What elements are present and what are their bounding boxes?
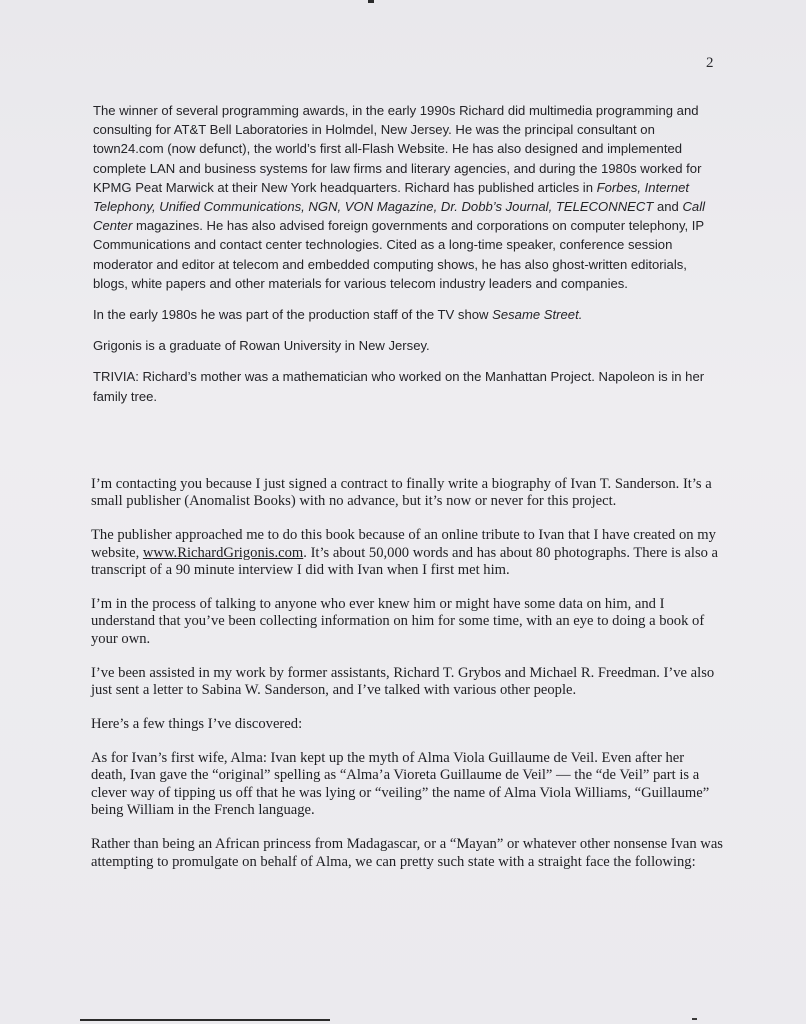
bottom-scan-mark: [692, 1018, 697, 1020]
text-run: and: [653, 199, 683, 215]
bio-paragraph-career: [93, 101, 721, 293]
letter-paragraph-discoveries: [91, 716, 723, 733]
biography-section: [93, 101, 721, 418]
bio-paragraph-sesame-street: [93, 305, 721, 324]
bio-paragraph-trivia: [93, 367, 721, 405]
italic-text: Sesame Street.: [492, 307, 583, 323]
bottom-scan-line: [80, 1019, 330, 1021]
italic-text: Forbes, Internet Telephony, Unified Communications, NGN, VON Magazine, Dr. Dobb’s Journal, TELECONNECT: [93, 179, 690, 215]
text-run: TRIVIA: Richard’s mother was a mathematician who worked on the Manhattan Project. Napoleon is in her family tree.: [93, 369, 705, 404]
text-run: magazines. He has also advised foreign governments and corporations on computer telephony, IP Communications and contact center technologies. Cited as a long-time speaker, conference session moderator and editor at telecom and embedded computing shows, he has also ghost-written editorials, blogs, white papers and other materials for various telecom industry leaders and companies.: [93, 218, 704, 291]
text-run: The winner of several programming awards, in the early 1990s Richard did multimedia programming and consulting for AT&T Bell Laboratories in Holmdel, New Jersey. He was the principal consultant on town24.com (now defunct), the world’s first all-Flash Website. He has also designed and implemented complete LAN and business systems for law firms and literary agencies, and during the 1980s worked for KPMG Peat Marwick at their New York headquarters. Richard has published articles in: [93, 103, 702, 195]
text-run: I’m contacting you because I just signed a contract to finally write a biography of Ivan T. Sanderson. It’s a small publisher (Anomalist Books) with no advance, but it’s now or never for this project.: [91, 476, 712, 510]
text-run: Here’s a few things I’ve discovered:: [91, 716, 303, 733]
scan-mark: [368, 0, 374, 3]
website-link[interactable]: www.RichardGrigonis.com: [142, 544, 304, 561]
letter-paragraph-alma: [91, 750, 723, 820]
text-run: The publisher approached me to do this book because of an online tribute to Ivan that I have created on my website,: [91, 527, 716, 561]
text-run: In the early 1980s he was part of the production staff of the TV show: [93, 307, 493, 323]
text-run: Grigonis is a graduate of Rowan University in New Jersey.: [93, 338, 430, 354]
letter-section: [91, 476, 723, 887]
letter-paragraph-contract: [91, 476, 723, 511]
letter-paragraph-conclusion: [91, 836, 723, 871]
letter-paragraph-research: [91, 596, 723, 648]
text-run: I’m in the process of talking to anyone who ever knew him or might have some data on him, and I understand that you’ve been collecting information on him for some time, with an eye to doing a book of your own.: [91, 596, 705, 647]
italic-text: Call Center: [93, 199, 706, 234]
bio-paragraph-education: [93, 336, 721, 355]
text-run: Rather than being an African princess from Madagascar, or a “Mayan” or whatever other nonsense Ivan was attempting to promulgate on behalf of Alma, we can pretty such state with a straight face the following:: [91, 836, 723, 870]
text-run: I’ve been assisted in my work by former assistants, Richard T. Grybos and Michael R. Freedman. I’ve also just sent a letter to Sabina W. Sanderson, and I’ve talked with various other people.: [91, 664, 715, 699]
letter-paragraph-website: [91, 527, 723, 579]
page-number: 2: [706, 55, 714, 71]
text-run: . It’s about 50,000 words and has about 80 photographs. There is also a transcript of a 90 minute interview I did with Ivan when I first met him.: [91, 544, 719, 579]
letter-paragraph-assistants: [91, 665, 723, 700]
text-run: As for Ivan’s first wife, Alma: Ivan kept up the myth of Alma Viola Guillaume de Veil. Even after her death, Ivan gave the “original” spelling as “Alma’a Vioreta Guillaume de Veil” — the “de Veil” part is a clever way of tipping us off that he was lying or “veiling” the name of Alma Viola Williams, “Guillaume” being William in the French language.: [91, 749, 710, 819]
